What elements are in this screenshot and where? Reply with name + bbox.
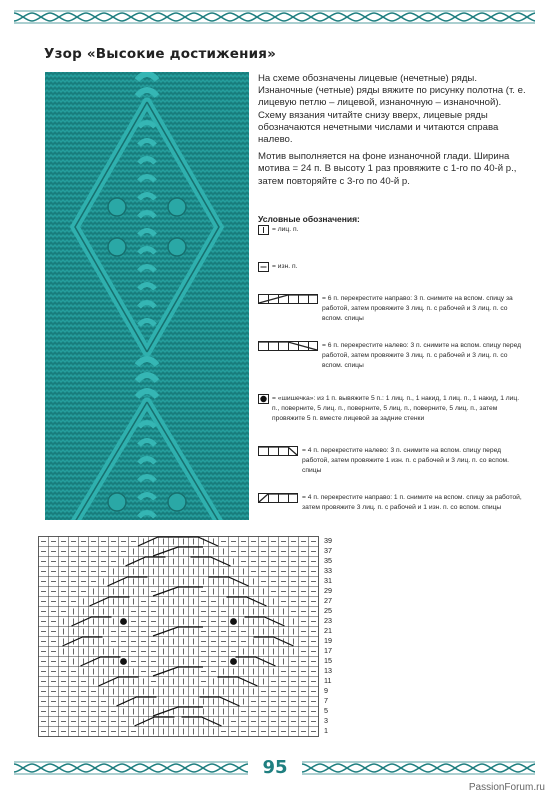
legend-item-cross-left <box>258 446 528 476</box>
bobble-mark <box>120 618 127 625</box>
cross-right-4-symbol-icon <box>258 493 298 503</box>
bobble <box>108 493 126 511</box>
row-number: 9 <box>324 686 328 695</box>
bobble <box>168 238 186 256</box>
legend-item-knit <box>258 225 528 235</box>
row-number: 21 <box>324 626 332 635</box>
row-number: 25 <box>324 606 332 615</box>
row-number: 17 <box>324 646 332 655</box>
bobble <box>168 493 186 511</box>
legend-text: = лиц. п. <box>272 226 299 233</box>
legend-item-cable-right <box>258 294 528 324</box>
row-number: 31 <box>324 576 332 585</box>
intro-paragraph: На схеме обозначены лицевые (нечетные) ряды. Изнаночные (четные) ряды вяжите по рисунку полотна (т. е. лицевую петлю – лицевой, изнаночную – изнаночной). Схему вязания читайте снизу вверх, лицевые ряды обозначаются нечетными числами и читаются справа налево. <box>258 73 526 146</box>
row-number: 29 <box>324 586 332 595</box>
legend-text: = 4 п. перекрестите направо: 1 п. снимите на вспом. спицу за работой, затем провяжите 3 лиц. п. с рабочей и 1 изн. п. со вспом. спицы <box>302 494 522 511</box>
watermark: PassionForum.ru <box>468 782 545 793</box>
purl-symbol-icon <box>258 262 270 272</box>
row-number: 1 <box>324 726 328 735</box>
row-number: 11 <box>324 676 332 685</box>
row-number: 7 <box>324 696 328 705</box>
bobble <box>108 198 126 216</box>
bobble-mark <box>230 618 237 625</box>
bobble-mark <box>120 658 127 665</box>
cross-left-4-symbol-icon <box>258 446 298 456</box>
row-number: 5 <box>324 706 328 715</box>
knitting-chart <box>38 536 324 738</box>
bobble-symbol-icon <box>258 394 270 404</box>
legend-item-bobble <box>258 394 528 424</box>
cable-right-6-symbol-icon <box>258 294 318 304</box>
row-number: 19 <box>324 636 332 645</box>
row-number: 39 <box>324 536 332 545</box>
bobble <box>168 198 186 216</box>
row-number: 27 <box>324 596 332 605</box>
knit-symbol-icon <box>258 225 270 235</box>
row-number: 35 <box>324 556 332 565</box>
row-number: 3 <box>324 716 328 725</box>
page-title: Узор «Высокие достижения» <box>44 46 277 62</box>
row-number: 33 <box>324 566 332 575</box>
legend-item-purl <box>258 262 528 272</box>
legend-text: = 6 п. перекрестите налево: 3 п. снимите на вспом. спицу перед работой, затем провяжите 3 лиц. п. с рабочей и 3 лиц. п. со вспом. спицы <box>322 342 522 369</box>
legend-text: = «шишечка»: из 1 п. вывяжите 5 п.: 1 лиц. п., 1 накид, 1 лиц. п., 1 накид, 1 лиц. п., поверните, 5 лиц. п., поверните, 5 лиц. п., поверните, 5 лиц. п., затем провяжите 5 п. вместе лицевой за задние стенки <box>272 395 520 422</box>
intro-paragraph: Мотив выполняется на фоне изнаночной глади. Ширина мотива = 24 п. В высоту 1 раз провяжите с 1-го по 40-й р., затем повторяйте с 3-го по 40-й р. <box>258 151 517 187</box>
row-number: 15 <box>324 656 332 665</box>
legend-text: = изн. п. <box>272 263 298 270</box>
bobble-mark <box>230 658 237 665</box>
row-number: 37 <box>324 546 332 555</box>
bobble <box>108 238 126 256</box>
chart-row-numbers <box>324 536 344 736</box>
row-number: 23 <box>324 616 332 625</box>
legend-item-cable-left <box>258 341 528 371</box>
legend-text: = 4 п. перекрестите налево: 3 п. снимите на вспом. спицу перед работой, затем провяжите 1 изн. п. с рабочей и 3 лиц. п. со вспом. спицы <box>302 447 510 474</box>
legend-item-cross-right <box>258 493 528 513</box>
intro-text <box>258 73 530 193</box>
knitted-sample-photo <box>45 72 249 520</box>
row-number: 13 <box>324 666 332 675</box>
legend-title: Условные обозначения: <box>258 214 360 224</box>
top-ornament-border <box>14 10 535 24</box>
page-number: 95 <box>248 757 302 779</box>
cable-left-6-symbol-icon <box>258 341 318 351</box>
legend-text: = 6 п. перекрестите направо: 3 п. снимите на вспом. спицу за работой, затем провяжите 3 лиц. п. с рабочей и 3 лиц. п. со вспом. спицы <box>322 295 513 322</box>
